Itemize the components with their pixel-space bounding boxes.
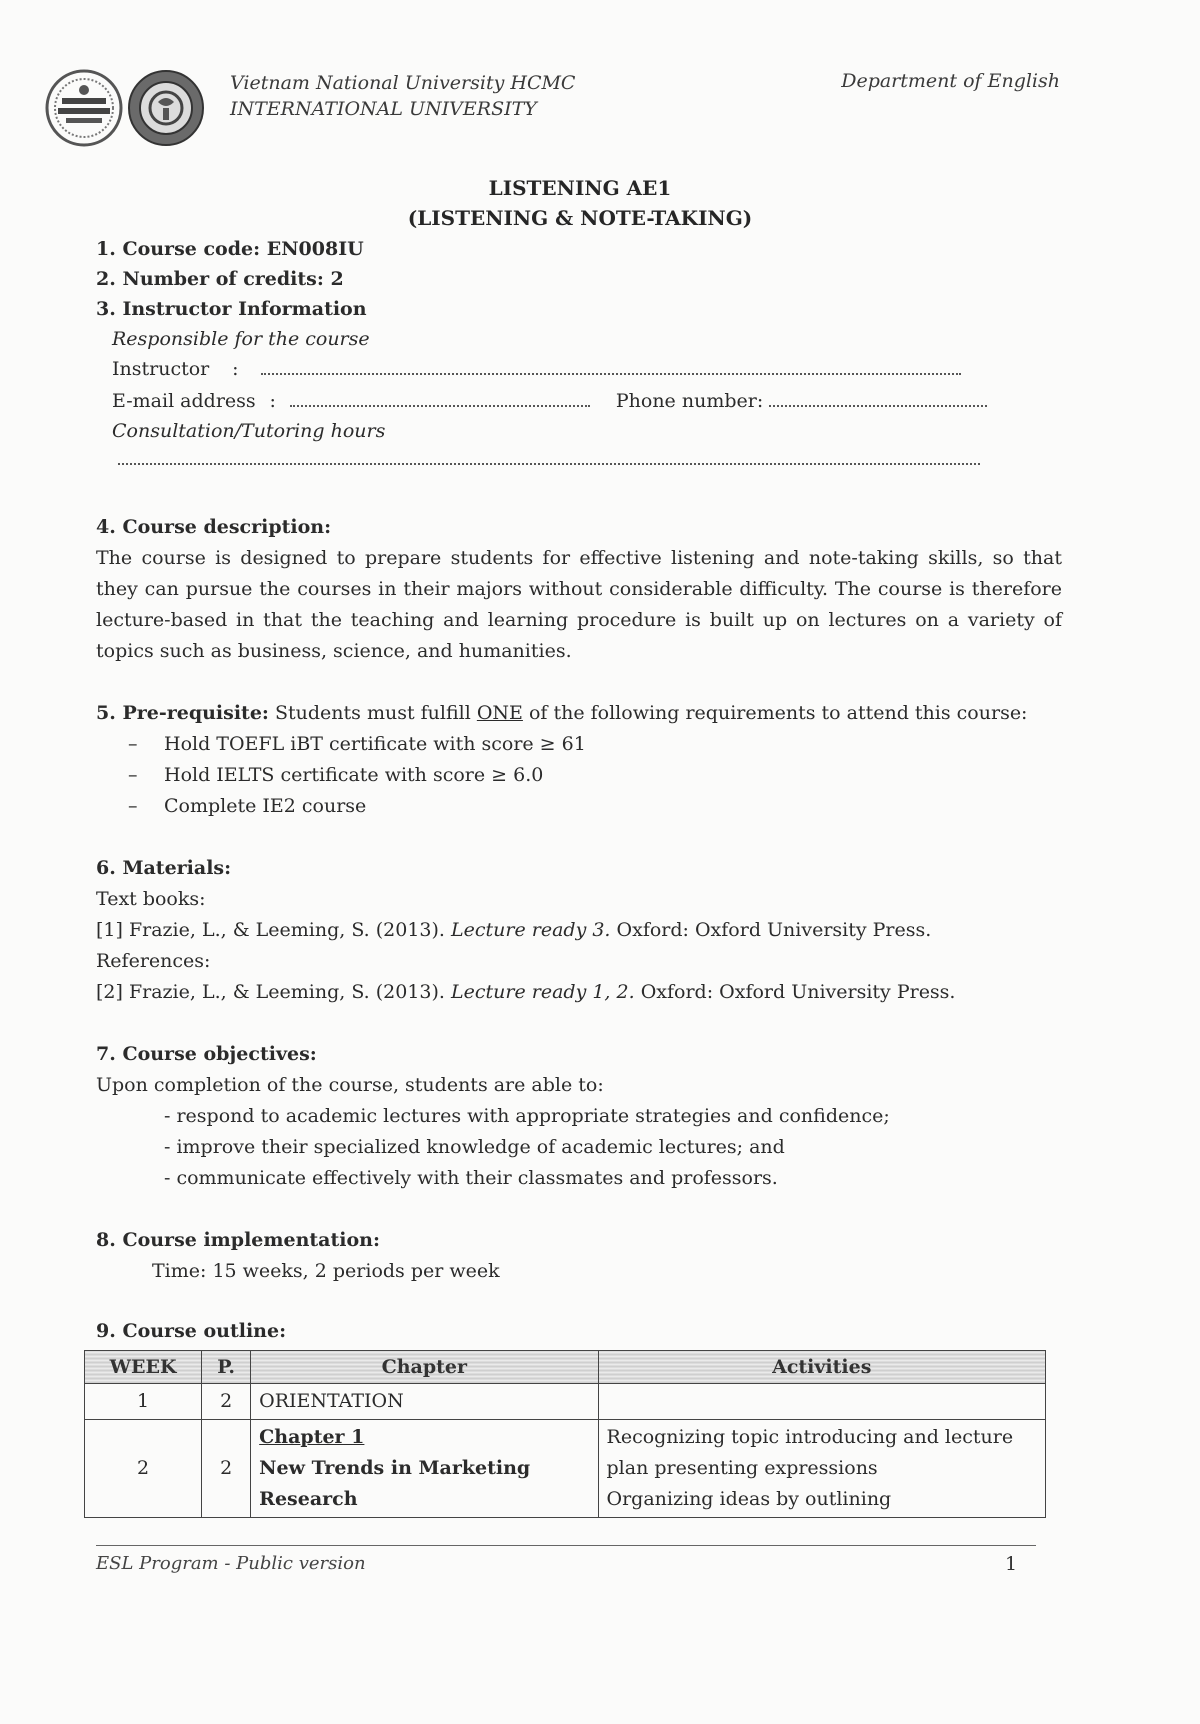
phone-blank <box>769 404 987 407</box>
periods-cell: 2 <box>202 1384 251 1420</box>
university-name <box>230 70 575 122</box>
chapter-name: New Trends in Marketing Research <box>259 1457 531 1510</box>
bullet-dash: – <box>128 764 138 786</box>
vnu-seal-icon <box>44 68 124 148</box>
email-label: E-mail address <box>112 390 256 412</box>
prereq-intro <box>96 700 1027 726</box>
contact-row <box>112 388 987 414</box>
university-logos <box>44 68 204 148</box>
email-blank <box>290 404 590 407</box>
prereq-intro-emph: ONE <box>476 702 523 724</box>
materials-heading: 6. Materials: <box>96 857 232 879</box>
implementation-time: Time: 15 weeks, 2 periods per week <box>152 1260 500 1282</box>
activities-cell <box>598 1384 1045 1420</box>
prereq-item-text: Hold TOEFL iBT certificate with score ≥ 61 <box>164 733 586 755</box>
phone-label: Phone number: <box>615 390 764 412</box>
objective-item: - respond to academic lectures with appropriate strategies and confidence; <box>164 1105 890 1127</box>
responsible-label: Responsible for the course <box>112 328 370 350</box>
reference-2-title: Lecture ready 1, 2. <box>451 981 635 1003</box>
reference-2 <box>96 979 955 1005</box>
textbooks-label: Text books: <box>96 888 206 910</box>
prereq-item <box>128 762 543 788</box>
course-title: LISTENING AE1 <box>488 176 672 200</box>
prereq-heading: 5. Pre-requisite: <box>96 702 269 724</box>
email-colon: : <box>269 390 276 412</box>
week-cell: 1 <box>85 1384 202 1420</box>
department-name: Department of English <box>841 70 1060 92</box>
reference-1-publisher: Oxford: Oxford University Press. <box>616 919 932 941</box>
consultation-row <box>118 446 980 472</box>
footer-rule <box>96 1545 1036 1546</box>
consultation-blank <box>118 462 980 465</box>
activity-item: Organizing ideas by outlining <box>606 1488 892 1510</box>
table-row <box>85 1420 1046 1518</box>
iu-seal-icon <box>126 68 206 148</box>
reference-1-authors: [1] Frazie, L., & Leeming, S. (2013). <box>96 919 445 941</box>
column-header-activities: Activities <box>598 1351 1045 1384</box>
reference-2-authors: [2] Frazie, L., & Leeming, S. (2013). <box>96 981 445 1003</box>
course-subtitle: (LISTENING & NOTE-TAKING) <box>407 206 753 230</box>
activities-cell <box>598 1420 1045 1518</box>
university-line-2: INTERNATIONAL UNIVERSITY <box>230 98 537 120</box>
objectives-intro: Upon completion of the course, students are able to: <box>96 1074 604 1096</box>
column-header-week: WEEK <box>85 1351 202 1384</box>
instructor-heading: 3. Instructor Information <box>96 298 367 320</box>
consultation-label: Consultation/Tutoring hours <box>112 420 386 442</box>
reference-2-publisher: Oxford: Oxford University Press. <box>640 981 956 1003</box>
objectives-heading: 7. Course objectives: <box>96 1043 317 1065</box>
description-text: The course is designed to prepare students for effective listening and note-taking skills, so that they can pursue the courses in their majors without considerable difficulty. The course is therefore lecture-based in that the teaching and learning procedure is built up on lectures on a variety of topics such as business, science, and humanities. <box>96 547 1062 662</box>
objective-item: - improve their specialized knowledge of academic lectures; and <box>164 1136 785 1158</box>
number-of-credits: 2. Number of credits: 2 <box>96 268 344 290</box>
activity-item: Recognizing topic introducing and lecture plan presenting expressions <box>606 1426 1014 1479</box>
objective-item: - communicate effectively with their classmates and professors. <box>164 1167 778 1189</box>
chapter-cell <box>251 1420 598 1518</box>
chapter-cell: ORIENTATION <box>251 1384 598 1420</box>
reference-1 <box>96 917 931 943</box>
bullet-dash: – <box>128 795 138 817</box>
table-row <box>85 1384 1046 1420</box>
bullet-dash: – <box>128 733 138 755</box>
instructor-row <box>112 356 961 382</box>
instructor-colon: : <box>232 358 239 380</box>
prereq-item <box>128 731 586 757</box>
instructor-blank <box>261 372 961 375</box>
university-line-1: Vietnam National University HCMC <box>230 72 576 94</box>
reference-1-title: Lecture ready 3. <box>451 919 611 941</box>
prereq-item-text: Hold IELTS certificate with score ≥ 6.0 <box>164 764 544 786</box>
prereq-intro-after: of the following requirements to attend this course: <box>528 702 1028 724</box>
instructor-label: Instructor <box>112 358 210 380</box>
column-header-periods: P. <box>202 1351 251 1384</box>
description-heading: 4. Course description: <box>96 516 332 538</box>
course-code: 1. Course code: EN008IU <box>96 238 364 260</box>
prereq-item <box>128 793 366 819</box>
implementation-heading: 8. Course implementation: <box>96 1229 380 1251</box>
table-header-row <box>85 1351 1046 1384</box>
page-number: 1 <box>1005 1553 1018 1575</box>
chapter-number: Chapter 1 <box>259 1426 365 1448</box>
footer-text: ESL Program - Public version <box>96 1553 366 1574</box>
column-header-chapter: Chapter <box>251 1351 598 1384</box>
prereq-intro-before: Students must fulfill <box>274 702 471 724</box>
week-cell: 2 <box>85 1420 202 1518</box>
references-label: References: <box>96 950 211 972</box>
periods-cell: 2 <box>202 1420 251 1518</box>
outline-heading: 9. Course outline: <box>96 1320 287 1342</box>
course-outline-table <box>84 1350 1046 1518</box>
prereq-item-text: Complete IE2 course <box>164 795 367 817</box>
